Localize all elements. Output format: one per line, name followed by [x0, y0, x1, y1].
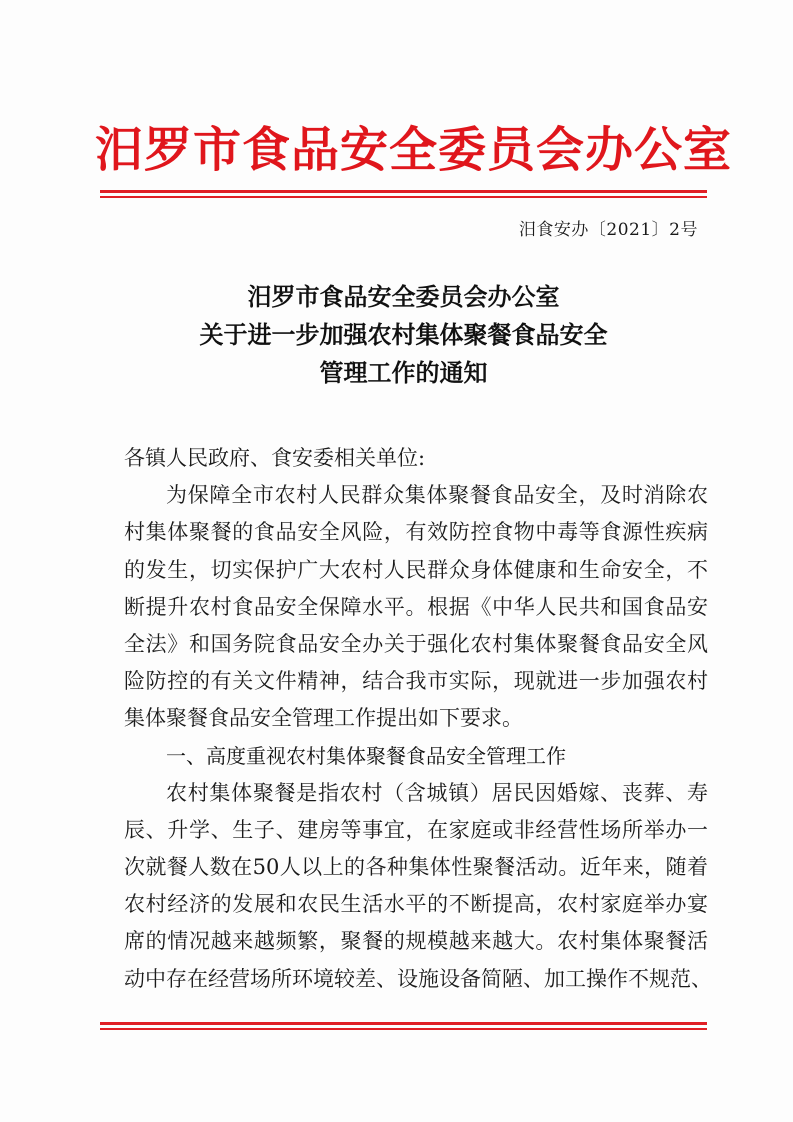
document-body — [124, 440, 712, 998]
footer-red-rule-thick — [100, 1022, 707, 1025]
paragraph-line: 全法》和国务院食品安全办关于强化农村集体聚餐食品安全风 — [124, 631, 708, 656]
paragraph-line: 席的情况越来越频繁，聚餐的规模越来越大。农村集体聚餐活 — [124, 929, 708, 954]
paragraph-line: 的发生，切实保护广大农村人民群众身体健康和生命安全，不 — [124, 557, 708, 582]
paragraph-line: 农村集体聚餐是指农村（含城镇）居民因婚嫁、丧葬、寿 — [166, 780, 708, 805]
title-line-3: 管理工作的通知 — [319, 359, 488, 387]
paragraph-line: 农村经济的发展和农民生活水平的不断提高，农村家庭举办宴 — [124, 892, 708, 917]
letterhead-org-name: 汨罗市食品安全委员会办公室 — [95, 122, 733, 178]
paragraph-line: 集体聚餐食品安全管理工作提出如下要求。 — [124, 706, 523, 731]
letterhead-red-rule-thick — [100, 190, 707, 193]
salutation: 各镇人民政府、食安委相关单位: — [124, 446, 426, 470]
paragraph-line: 为保障全市农村人民群众集体聚餐食品安全，及时消除农 — [166, 483, 708, 508]
document-number: 汨食安办〔2021〕2号 — [518, 220, 698, 240]
footer-red-rule-thin — [100, 1028, 707, 1030]
document-title — [100, 278, 707, 392]
section-heading: 一、高度重视农村集体聚餐食品安全管理工作 — [166, 743, 566, 768]
paragraph-line: 村集体聚餐的食品安全风险，有效防控食物中毒等食源性疾病 — [124, 520, 708, 545]
paragraph-line: 次就餐人数在50人以上的各种集体性聚餐活动。近年来，随着 — [124, 855, 708, 880]
letterhead-red-rule-thin — [100, 196, 707, 198]
title-line-2: 关于进一步加强农村集体聚餐食品安全 — [199, 321, 608, 349]
paragraph-line: 险防控的有关文件精神，结合我市实际，现就进一步加强农村 — [124, 669, 708, 694]
paragraph-line: 动中存在经营场所环境较差、设施设备简陋、加工操作不规范、 — [124, 966, 712, 991]
title-line-1: 汨罗市食品安全委员会办公室 — [247, 283, 560, 311]
paragraph-line: 辰、升学、生子、建房等事宜，在家庭或非经营性场所举办一 — [124, 817, 708, 842]
paragraph-line: 断提升农村食品安全保障水平。根据《中华人民共和国食品安 — [124, 594, 708, 619]
